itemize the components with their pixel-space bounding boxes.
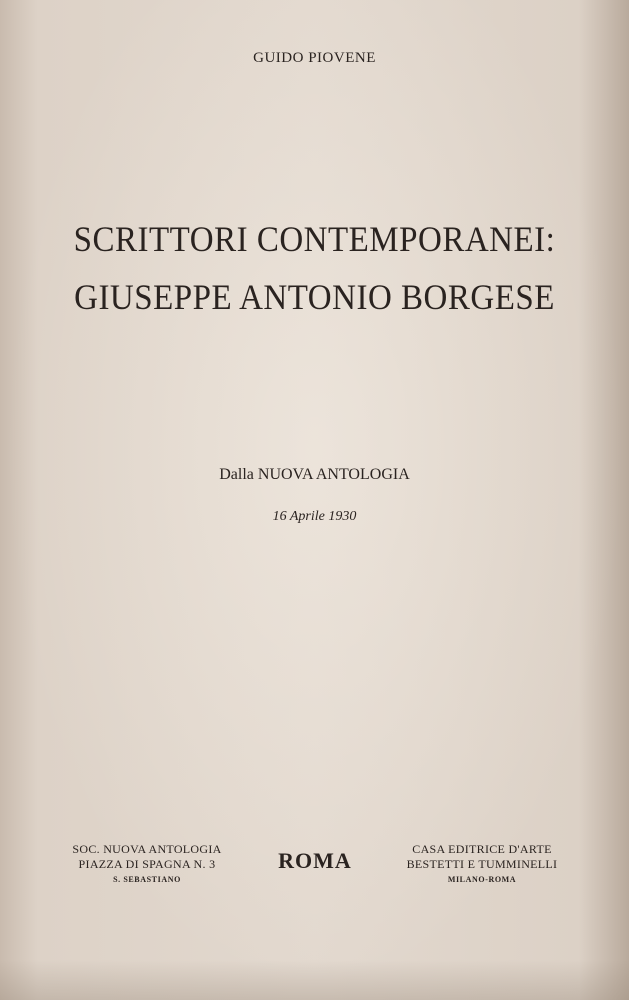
imprint-left-line-1: SOC. NUOVA ANTOLOGIA <box>72 842 222 856</box>
imprint-right-line-3: MILANO-ROMA <box>447 875 517 884</box>
source-prefix: Dalla <box>219 466 258 483</box>
imprint-right-line-1: CASA EDITRICE D'ARTE <box>412 842 552 856</box>
imprint-left-line-3: S. SEBASTIANO <box>113 875 181 884</box>
source-journal: NUOVA ANTOLOGIA <box>257 466 410 483</box>
title-line-1: SCRITTORI CONTEMPORANEI: <box>73 220 556 260</box>
imprint-city: ROMA <box>278 848 352 873</box>
author-name: GUIDO PIOVENE <box>253 50 376 66</box>
publication-date: 16 Aprile 1930 <box>272 509 357 524</box>
title-line-2: GIUSEPPE ANTONIO BORGESE <box>74 278 555 318</box>
imprint-left-line-2: PIAZZA DI SPAGNA N. 3 <box>78 857 216 871</box>
source-line <box>0 466 629 484</box>
imprint-right <box>392 842 572 887</box>
imprint-left <box>62 842 232 887</box>
imprint-right-line-2: BESTETTI E TUMMINELLI <box>406 857 558 871</box>
